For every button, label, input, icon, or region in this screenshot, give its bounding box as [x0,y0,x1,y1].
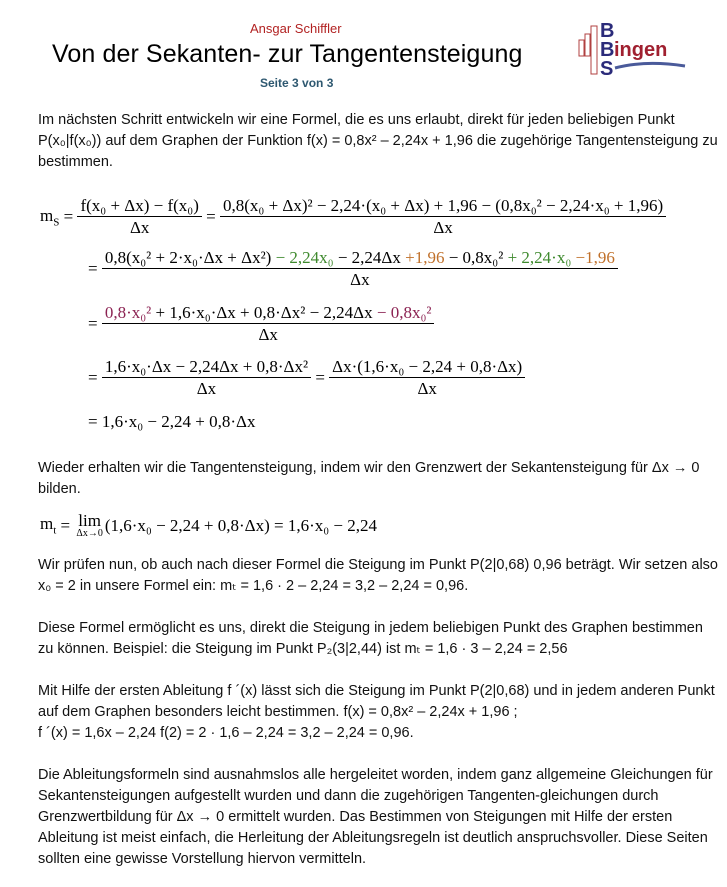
derivative-paragraph: Mit Hilfe der ersten Ableitung f ´(x) lässt sich die Steigung im Punkt P(2|0,68) und in jedem anderen Punkt auf dem Graphen besonders leicht bestimmen. f(x) = 0,8x² – 2,24x + 1,96 ; [38,683,715,720]
bbs-bingen-logo [575,20,695,82]
intro-paragraph: Im nächsten Schritt entwickeln wir eine Formel, die es uns erlaubt, direkt für jeden beliebigen Punkt P(x₀|f(x₀)) auf dem Graphen der Funktion f(x) = 0,8x² – 2,24x + 1,96 die zugehörige Tangentensteigung zu bestimmen. [38,112,718,170]
logo-letter-b1: B [600,20,615,42]
reduced-fraction: $\frac{\text{1,6·x₀·Δx − 2,24Δx + 0,8·Δx²}}{\Delta x}$ [102,357,311,399]
author-name: Ansgar Schiffler [250,21,342,36]
derivation-line-5: = 1,6·x₀ − 2,24 + 0,8·Δx [88,412,256,431]
derivation-line-2: = 0,8(x₀² + 2·x₀·Δx + Δx²) − 2,24x₀ − 2,24Δx +1,96 − 0,8x₀² + 2,24·x₀ −1,96 Δx [88,248,618,290]
derivation-line-1: $m_S$ = $\frac{\text{f(x₀ + Δx) − f(x₀)}}{\Delta x}$ = 0,8(x₀ + Δx)² − 2,24·(x₀ + Δx) + 1,96 − (0,8x₀² − 2,24·x₀ + 1,96) Δx [40,196,666,238]
example-paragraph: Diese Formel ermöglicht es uns, direkt die Steigung in jedem beliebigen Punkt des Graphen bestimmen zu können. Beispiel: die Steigung im Punkt P₂(3|2,44) ist mₜ = 1,6 · 3 – 2,24 = 2,56 [38,620,703,657]
logo-letter-s: S [600,58,614,80]
secant-fraction-2: 0,8(x₀ + Δx)² − 2,24·(x₀ + Δx) + 1,96 − (0,8x₀² − 2,24·x₀ + 1,96) Δx [220,196,666,238]
secant-fraction-1: $\frac{\text{f(x₀ + Δx) − f(x₀)}}{\Delta x}$ [77,196,201,238]
derivation-line-3: = $\frac{\text{0,8·x₀² + 1,6·x₀·Δx + 0,8·Δx² − 2,24Δx − 0,8x₀²}}{\Delta x}$ [88,303,434,345]
factored-fraction: $\frac{\text{Δx·(1,6·x₀ − 2,24 + 0,8·Δx)}}{\Delta x}$ [329,357,525,399]
check-paragraph: Wir prüfen nun, ob auch nach dieser Formel die Steigung im Punkt P(2|0,68) 0,96 beträgt. Wir setzen also x₀ = 2 in unsere Formel ein: mₜ = 1,6 · 2 – 2,24 = 3,2 – 2,24 = 0,96. [38,557,718,594]
closing-paragraph: Die Ableitungsformeln sind ausnahmslos alle hergeleitet worden, indem ganz allgemeine Gleichungen für Sekantensteigungen aufgestellt wurden und dann die zugehörigen Tangenten-gleichungen durch Grenzwertbildung für Δx → 0 ermittelt wurden. Das Bestimmen von Steigungen mit Hilfe der ersten Ableitung ist meist einfach, die Herleitung der Ableitungsregeln ist deutlich anspruchsvoller. Diese Seiten sollten eine gewisse Vorstellung hiervon vermitteln. [38,767,713,867]
simplified-fraction: $\frac{\text{0,8·x₀² + 1,6·x₀·Δx + 0,8·Δx² − 2,24Δx − 0,8x₀²}}{\Delta x}$ [102,303,435,345]
derivative-line: f ´(x) = 1,6x – 2,24 f(2) = 2 · 1,6 – 2,24 = 3,2 – 2,24 = 0,96. [38,725,414,741]
limit-formula: $m_t$ = lim Δx→0 (1,6·x₀ − 2,24 + 0,8·Δx) = 1,6·x₀ − 2,24 [40,511,378,539]
limit-operator: lim Δx→0 [76,511,103,539]
ms-symbol: $m_S$ [40,205,60,229]
page-title: Von der Sekanten- zur Tangentensteigung [52,40,523,68]
derivation-line-4: = $\frac{\text{1,6·x₀·Δx − 2,24Δx + 0,8·Δx²}}{\Delta x}$ = $\frac{\text{Δx·(1,6·x₀ − 2,24 + 0,8·Δx)}}{\Delta x}$ [88,357,525,399]
limit-paragraph: Wieder erhalten wir die Tangentensteigung, indem wir den Grenzwert der Sekantensteigung für Δx → 0 bilden. [38,460,700,497]
page-number: Seite 3 von 3 [260,76,334,90]
logo-letter-b2: B [600,39,615,61]
expanded-fraction: 0,8(x₀² + 2·x₀·Δx + Δx²) − 2,24x₀ − 2,24Δx +1,96 − 0,8x₀² + 2,24·x₀ −1,96 Δx [102,248,618,290]
logo-text: ingen [614,39,668,61]
